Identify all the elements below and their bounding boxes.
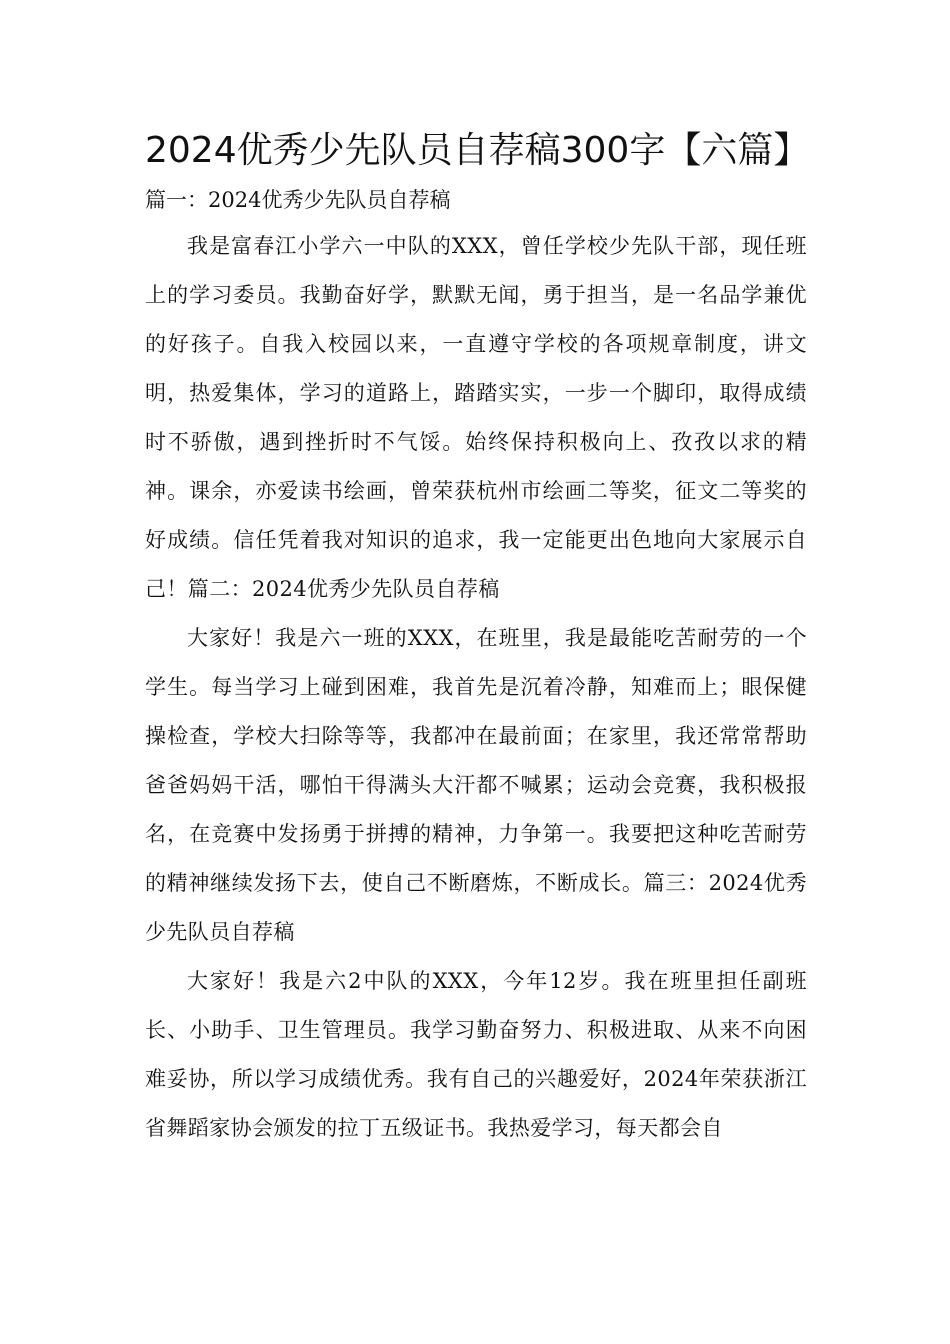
document-title: 2024优秀少先队员自荐稿300字【六篇】 bbox=[145, 130, 810, 171]
paragraph-3: 大家好！我是六2中队的XXX，今年12岁。我在班里担任副班长、小助手、卫生管理员。我学习勤奋努力、积极进取、从来不向困难妥协，所以学习成绩优秀。我有自己的兴趣爱好，2024年荣获浙江省舞蹈家协会颁发的拉丁五级证书。我热爱学习，每天都会自 bbox=[145, 969, 807, 1140]
paragraph-1: 我是富春江小学六一中队的XXX，曾任学校少先队干部，现任班上的学习委员。我勤奋好学，默默无闻，勇于担当，是一名品学兼优的好孩子。自我入校园以来，一直遵守学校的各项规章制度，讲文明，热爱集体，学习的道路上，踏踏实实，一步一个脚印，取得成绩时不骄傲，遇到挫折时不气馁。始终保持积极向上、孜孜以求的精神。课余，亦爱读书绘画，曾荣获杭州市绘画二等奖，征文二等奖的好成绩。信任凭着我对知识的追求，我一定能更出色地向大家展示自己！篇二：2024优秀少先队员自荐稿 bbox=[145, 234, 807, 601]
paragraph-2: 大家好！我是六一班的XXX，在班里，我是最能吃苦耐劳的一个学生。每当学习上碰到困难，我首先是沉着冷静，知难而上；眼保健操检查，学校大扫除等等，我都冲在最前面；在家里，我还常常帮助爸爸妈妈干活，哪怕干得满头大汗都不喊累；运动会竞赛，我积极报名，在竞赛中发扬勇于拼搏的精神，力争第一。我要把这种吃苦耐劳的精神继续发扬下去，使自己不断磨炼，不断成长。篇三：2024优秀少先队员自荐稿 bbox=[145, 626, 807, 944]
document-page bbox=[145, 128, 810, 1153]
section-heading-1: 篇一：2024优秀少先队员自荐稿 bbox=[145, 188, 451, 212]
